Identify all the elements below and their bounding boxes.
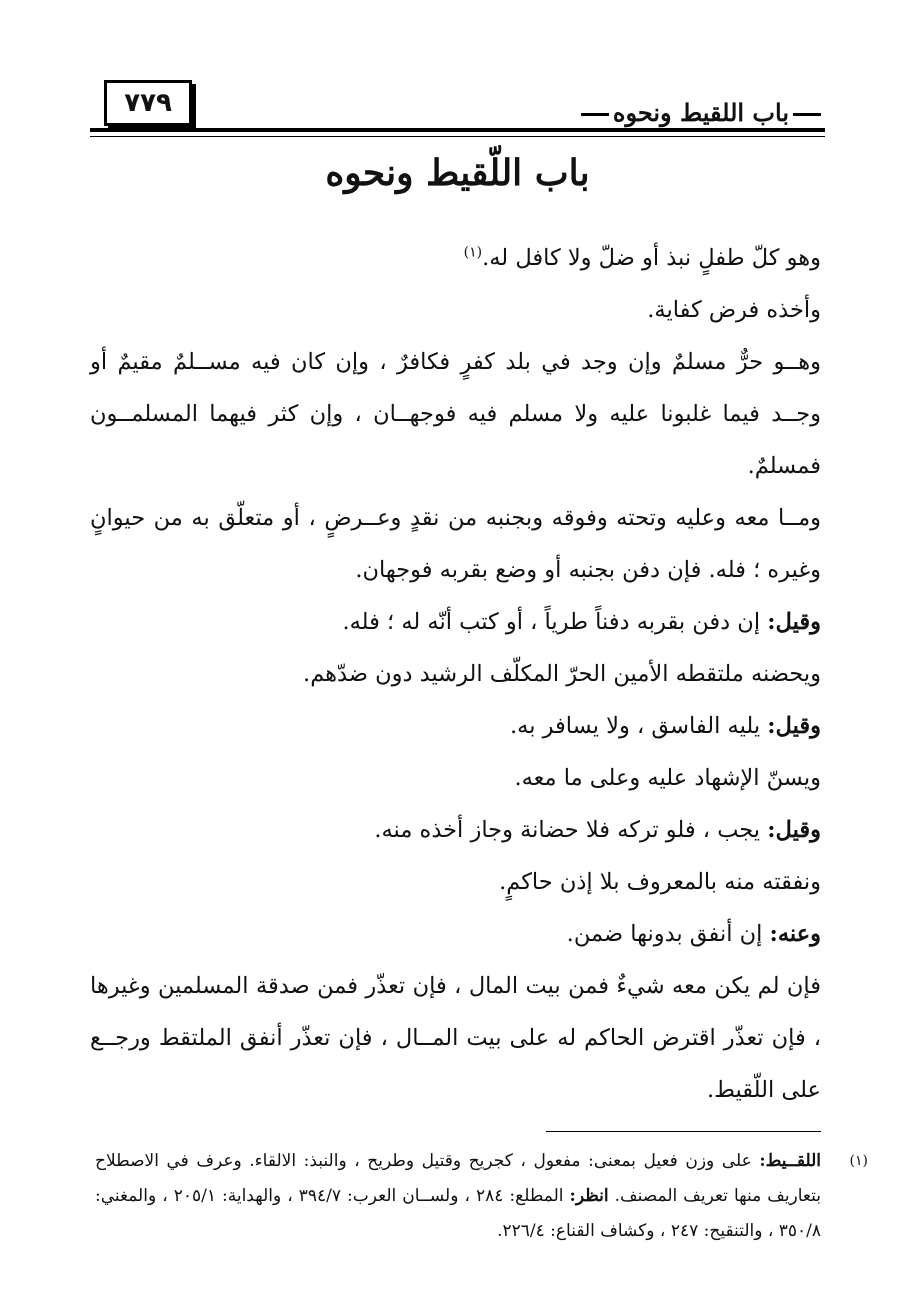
page-number: ٧٧٩: [124, 88, 172, 118]
paragraph: ويحضنه ملتقطه الأمين الحرّ المكلّف الرشيد دون ضدّهم.: [303, 661, 821, 687]
paragraph-lead: وعنه:: [769, 921, 821, 947]
footnote-number: (١): [849, 1153, 868, 1169]
header-rule-thick: [90, 128, 825, 132]
paragraph: وقيل: يليه الفاسق ، ولا يسافر به.: [510, 713, 821, 739]
paragraph: وهو كلّ طفلٍ نبذ أو ضلّ ولا كافل له.$^{(١)}$: [463, 244, 821, 271]
main-text: [90, 232, 821, 1116]
paragraph-lead: وقيل:: [767, 817, 821, 843]
page-number-box: [104, 80, 192, 126]
paragraph-lead: وقيل:: [767, 713, 821, 739]
paragraph: وهــو حرٌّ مسلمٌ وإن وجد في بلد كفرٍ فكافرٌ ، وإن كان فيه مســلمٌ مقيمٌ أو وجــد فيما غلبونا عليه ولا مسلم فيه فوجهــان ، وإن كثر فيهما المسلمــون فمسلمٌ.: [90, 349, 821, 479]
header-dash-left: [581, 113, 609, 116]
footnote-separator: [546, 1131, 821, 1132]
footnote-text: اللقــيط: على وزن فعيل بمعنى: مفعول ، كجريح وقتيل وطريح ، والنبذ: الالقاء. وعرف في الاصطلاح بتعاريف منها تعريف المصنف. انظر: المطلع: ٢٨٤ ، ولســان العرب: ٣٩٤/٧ ، والهداية: ٢٠٥/١ ، والمغني: ٣٥٠/٨ ، والتنقيح: ٢٤٧ ، وكشاف القناع: ٢٢٦/٤.: [95, 1151, 821, 1241]
footnote-reference: (١): [463, 244, 483, 261]
running-title-text: باب اللقيط ونحوه: [612, 98, 789, 127]
header-dash-right: [793, 113, 821, 116]
footnotes: [95, 1144, 868, 1249]
header-rule-thin: [90, 136, 825, 137]
running-title: [577, 98, 825, 127]
footnote-see-label: انظر:: [569, 1186, 609, 1206]
footnote-term: اللقــيط:: [759, 1151, 821, 1171]
running-header: [90, 70, 825, 140]
paragraph-lead: وقيل:: [767, 609, 821, 635]
paragraph: ومــا معه وعليه وتحته وفوقه وبجنبه من نقدٍ وعــرضٍ ، أو متعلّق به من حيوانٍ وغيره ؛ فله. فإن دفن بجنبه أو وضع بقربه فوجهان.: [90, 505, 821, 583]
paragraph: وعنه: إن أنفق بدونها ضمن.: [566, 921, 821, 947]
paragraph: وأخذه فرض كفاية.: [647, 297, 821, 323]
paragraph: وقيل: إن دفن بقربه دفناً طرياً ، أو كتب أنّه له ؛ فله.: [342, 609, 821, 635]
paragraph: وقيل: يجب ، فلو تركه فلا حضانة وجاز أخذه منه.: [374, 817, 821, 843]
paragraph: ونفقته منه بالمعروف بلا إذن حاكمٍ.: [499, 869, 821, 895]
chapter-title: باب اللّقيط ونحوه: [325, 152, 590, 194]
paragraph: فإن لم يكن معه شيءٌ فمن بيت المال ، فإن تعذّر فمن صدقة المسلمين وغيرها ، فإن تعذّر اقترض الحاكم له على بيت المــال ، فإن تعذّر أنفق الملتقط ورجــع على اللّقيط.: [90, 973, 821, 1103]
paragraph: ويسنّ الإشهاد عليه وعلى ما معه.: [514, 765, 821, 791]
